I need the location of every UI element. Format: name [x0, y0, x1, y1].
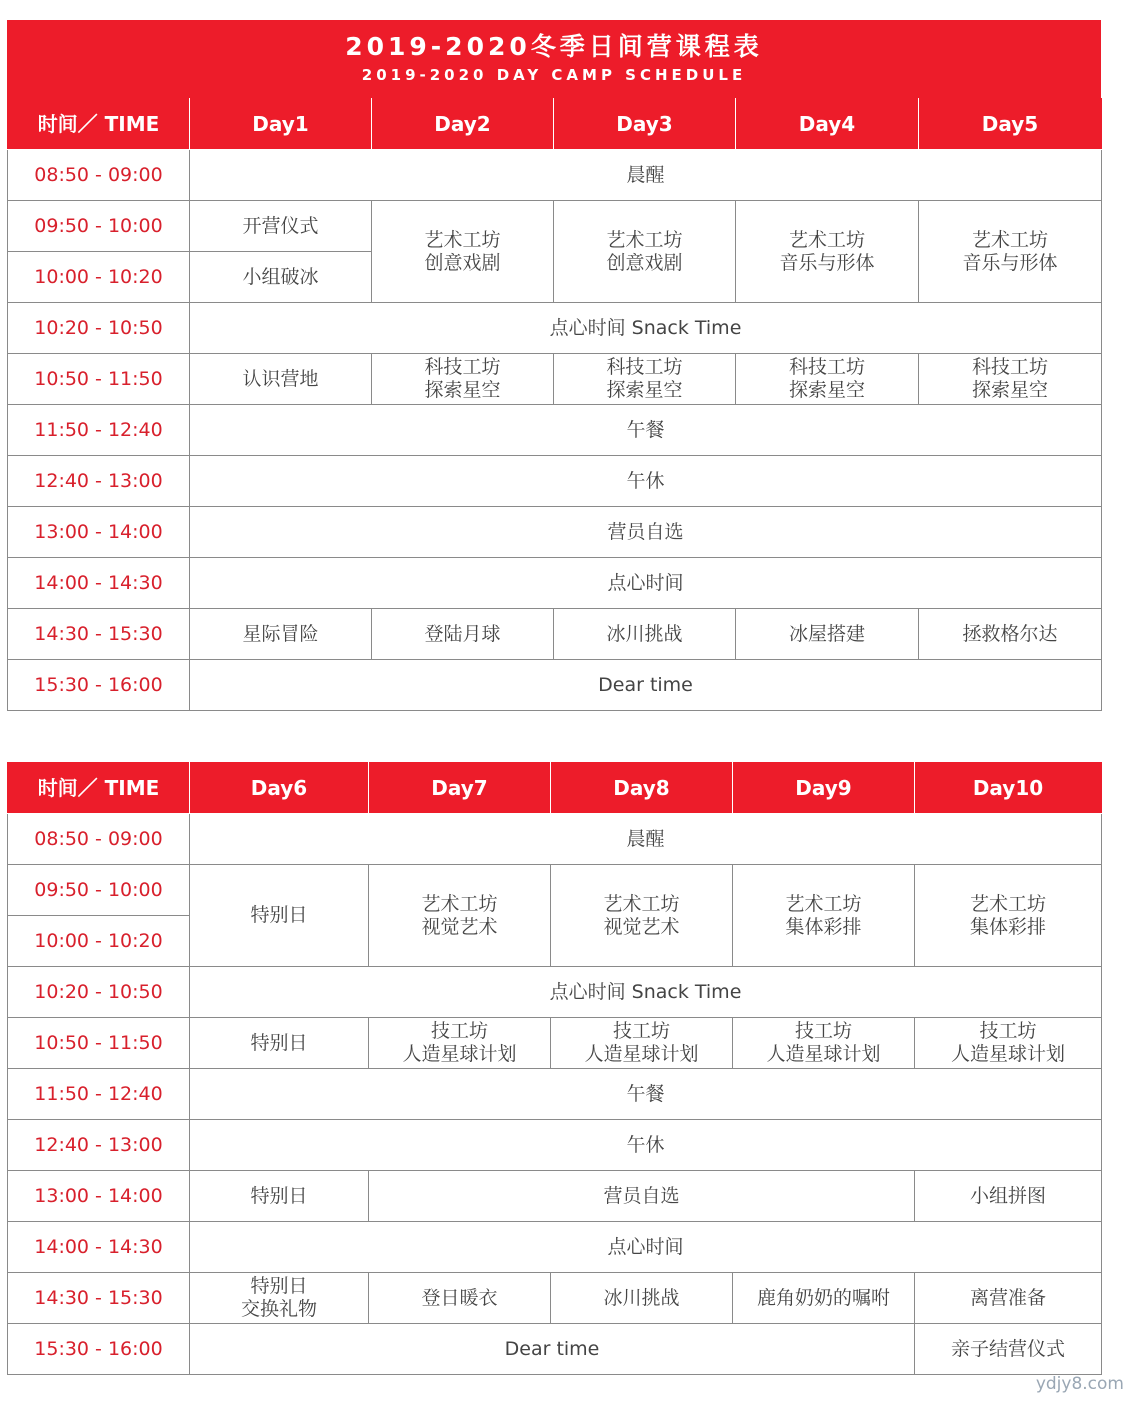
activity-line: 技工坊 [430, 1020, 488, 1042]
activity-cell: 点心时间 Snack Time [190, 967, 1102, 1018]
table-row [8, 1018, 1102, 1069]
activity-cell: 营员自选 [369, 1171, 915, 1222]
activity-cell: 特别日 [190, 865, 369, 967]
activity-cell: 鹿角奶奶的嘱咐 [733, 1273, 915, 1324]
activity-line: 人造星球计划 [402, 1043, 517, 1065]
time-slot: 10:20 - 10:50 [8, 303, 190, 354]
activity-line: 科技工坊 [606, 356, 683, 378]
table-row [8, 507, 1102, 558]
activity-cell [915, 1018, 1102, 1069]
time-slot: 10:50 - 11:50 [8, 354, 190, 405]
activity-line: 艺术工坊 [424, 228, 501, 251]
activity-cell: 点心时间 [190, 558, 1102, 609]
header-day7: Day7 [369, 763, 551, 814]
title-chinese: 2019-2020冬季日间营课程表 [345, 32, 763, 61]
activity-line: 艺术工坊 [969, 892, 1046, 915]
header-day4: Day4 [736, 99, 919, 150]
time-slot: 11:50 - 12:40 [8, 1069, 190, 1120]
header-day5: Day5 [919, 99, 1102, 150]
activity-cell [733, 865, 915, 967]
activity-cell: 午餐 [190, 1069, 1102, 1120]
header-day9: Day9 [733, 763, 915, 814]
activity-line: 探索星空 [788, 379, 865, 401]
table-header-row [8, 763, 1102, 814]
table-row [8, 1120, 1102, 1171]
activity-cell: Dear time [190, 1324, 915, 1375]
activity-cell [919, 201, 1102, 303]
table-header-row [8, 99, 1102, 150]
activity-cell: 拯救格尔达 [919, 609, 1102, 660]
activity-cell: 点心时间 Snack Time [190, 303, 1102, 354]
schedule-title-banner [7, 20, 1101, 98]
activity-cell: 登日暖衣 [369, 1273, 551, 1324]
table-row [8, 354, 1102, 405]
activity-line: 创意戏剧 [424, 251, 501, 274]
header-day8: Day8 [551, 763, 733, 814]
activity-line: 科技工坊 [788, 356, 865, 378]
table-row [8, 201, 1102, 252]
table-row [8, 1273, 1102, 1324]
activity-cell: 冰川挑战 [554, 609, 736, 660]
activity-cell [554, 354, 736, 405]
schedule-table-week2 [7, 762, 1102, 1375]
table-row [8, 1222, 1102, 1273]
time-slot: 12:40 - 13:00 [8, 1120, 190, 1171]
activity-line: 音乐与形体 [779, 251, 875, 274]
time-slot: 10:50 - 11:50 [8, 1018, 190, 1069]
watermark: ydjy8.com [1035, 1374, 1124, 1394]
activity-line: 技工坊 [979, 1020, 1037, 1042]
activity-cell: 小组破冰 [190, 252, 372, 303]
activity-cell: 特别日 [190, 1018, 369, 1069]
table-row [8, 814, 1102, 865]
header-time: 时间／ TIME [8, 99, 190, 150]
activity-line: 艺术工坊 [421, 892, 498, 915]
activity-cell [369, 865, 551, 967]
schedule-table-week1 [7, 98, 1102, 711]
activity-cell: 小组拼图 [915, 1171, 1102, 1222]
activity-cell: 离营准备 [915, 1273, 1102, 1324]
activity-line: 集体彩排 [785, 915, 862, 938]
time-slot: 14:30 - 15:30 [8, 1273, 190, 1324]
activity-cell [736, 354, 919, 405]
activity-line: 音乐与形体 [962, 251, 1058, 274]
time-slot: 11:50 - 12:40 [8, 405, 190, 456]
activity-cell [551, 865, 733, 967]
activity-line: 艺术工坊 [788, 228, 865, 251]
title-english: 2019-2020 DAY CAMP SCHEDULE [361, 66, 747, 84]
table-row [8, 405, 1102, 456]
header-day3: Day3 [554, 99, 736, 150]
activity-cell: 晨醒 [190, 814, 1102, 865]
activity-line: 艺术工坊 [603, 892, 680, 915]
time-slot: 10:20 - 10:50 [8, 967, 190, 1018]
activity-cell: 晨醒 [190, 150, 1102, 201]
table-row [8, 558, 1102, 609]
time-slot: 09:50 - 10:00 [8, 865, 190, 916]
activity-cell [551, 1018, 733, 1069]
activity-line: 人造星球计划 [950, 1043, 1065, 1065]
table-row [8, 303, 1102, 354]
time-slot: 12:40 - 13:00 [8, 456, 190, 507]
table-row [8, 456, 1102, 507]
activity-line: 交换礼物 [240, 1298, 317, 1320]
activity-cell: 特别日 [190, 1171, 369, 1222]
activity-line: 科技工坊 [424, 356, 501, 378]
activity-cell [190, 1273, 369, 1324]
activity-cell: 营员自选 [190, 507, 1102, 558]
activity-line: 人造星球计划 [766, 1043, 881, 1065]
time-slot: 13:00 - 14:00 [8, 1171, 190, 1222]
activity-cell: 午餐 [190, 405, 1102, 456]
time-slot: 15:30 - 16:00 [8, 1324, 190, 1375]
activity-cell: 登陆月球 [372, 609, 554, 660]
time-slot: 10:00 - 10:20 [8, 916, 190, 967]
activity-line: 集体彩排 [969, 915, 1046, 938]
activity-line: 艺术工坊 [971, 228, 1048, 251]
activity-line: 技工坊 [612, 1020, 670, 1042]
time-slot: 09:50 - 10:00 [8, 201, 190, 252]
table-row [8, 1069, 1102, 1120]
header-day10: Day10 [915, 763, 1102, 814]
time-slot: 10:00 - 10:20 [8, 252, 190, 303]
activity-cell [736, 201, 919, 303]
activity-cell [369, 1018, 551, 1069]
activity-cell: 亲子结营仪式 [915, 1324, 1102, 1375]
time-slot: 14:00 - 14:30 [8, 1222, 190, 1273]
activity-cell: 开营仪式 [190, 201, 372, 252]
activity-cell [372, 201, 554, 303]
activity-cell: Dear time [190, 660, 1102, 711]
time-slot: 14:00 - 14:30 [8, 558, 190, 609]
time-slot: 15:30 - 16:00 [8, 660, 190, 711]
activity-line: 特别日 [250, 1275, 308, 1297]
activity-cell: 冰屋搭建 [736, 609, 919, 660]
activity-cell: 午休 [190, 1120, 1102, 1171]
activity-line: 探索星空 [424, 379, 501, 401]
activity-line: 视觉艺术 [421, 915, 498, 938]
activity-line: 艺术工坊 [606, 228, 683, 251]
table-row [8, 967, 1102, 1018]
activity-cell [733, 1018, 915, 1069]
time-slot: 08:50 - 09:00 [8, 150, 190, 201]
activity-line: 艺术工坊 [785, 892, 862, 915]
activity-line: 探索星空 [606, 379, 683, 401]
activity-line: 科技工坊 [971, 356, 1048, 378]
activity-cell [372, 354, 554, 405]
table-row [8, 150, 1102, 201]
activity-line: 技工坊 [794, 1020, 852, 1042]
table-row [8, 609, 1102, 660]
activity-cell: 冰川挑战 [551, 1273, 733, 1324]
header-time: 时间／ TIME [8, 763, 190, 814]
header-day1: Day1 [190, 99, 372, 150]
activity-line: 视觉艺术 [603, 915, 680, 938]
header-day6: Day6 [190, 763, 369, 814]
activity-cell: 星际冒险 [190, 609, 372, 660]
time-slot: 13:00 - 14:00 [8, 507, 190, 558]
activity-line: 创意戏剧 [606, 251, 683, 274]
activity-cell: 点心时间 [190, 1222, 1102, 1273]
time-slot: 14:30 - 15:30 [8, 609, 190, 660]
table-row [8, 1171, 1102, 1222]
time-slot: 08:50 - 09:00 [8, 814, 190, 865]
table-row [8, 1324, 1102, 1375]
activity-cell: 午休 [190, 456, 1102, 507]
table-row [8, 865, 1102, 916]
table-row [8, 660, 1102, 711]
header-day2: Day2 [372, 99, 554, 150]
activity-line: 探索星空 [971, 379, 1048, 401]
activity-cell [919, 354, 1102, 405]
activity-cell [915, 865, 1102, 967]
activity-line: 人造星球计划 [584, 1043, 699, 1065]
activity-cell [554, 201, 736, 303]
activity-cell: 认识营地 [190, 354, 372, 405]
